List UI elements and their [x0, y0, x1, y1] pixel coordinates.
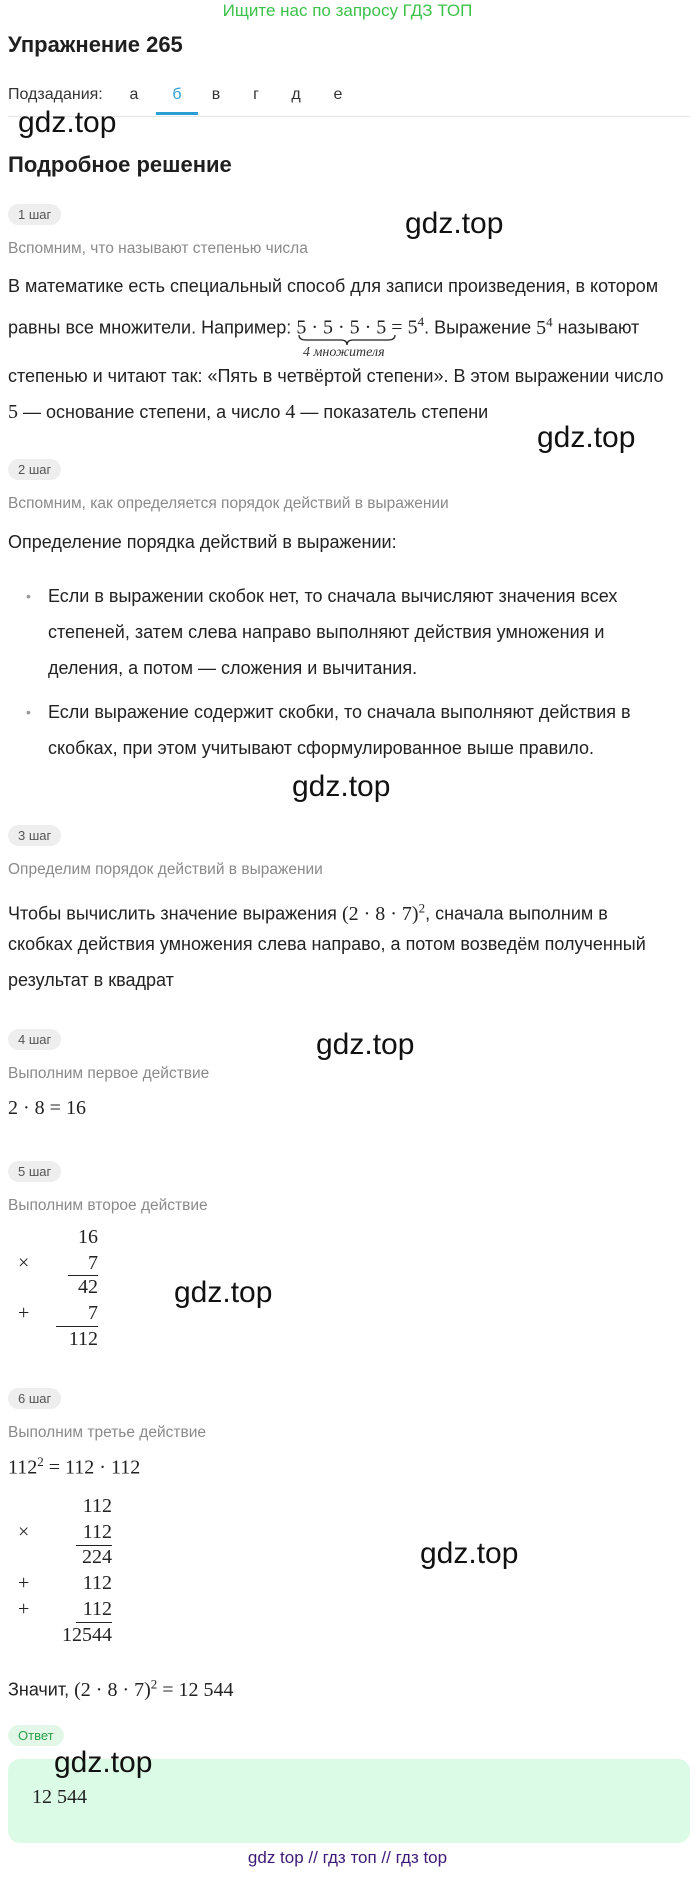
- math-rest: = 12 544: [162, 1678, 234, 1701]
- text-fragment: . Выражение: [424, 317, 532, 338]
- math-base: 5: [536, 316, 547, 339]
- list-item: • Если выражение содержит скобки, то сначала выполняют действия в скобках, при этом учитывают сформулированное выше правило.: [8, 694, 668, 766]
- step-text: [8, 394, 488, 430]
- step-hint: Определим порядок действий в выражении: [8, 861, 323, 878]
- step-badge: 3 шаг: [8, 825, 61, 846]
- step-hint: Вспомним, как определяется порядок действий в выражении: [8, 495, 449, 512]
- answer-value: 12 544: [32, 1786, 87, 1808]
- watermark: gdz.top: [420, 1537, 519, 1570]
- text-fragment: Значит,: [8, 1679, 70, 1700]
- tab-b[interactable]: б: [172, 86, 182, 103]
- math-exponent: 2: [418, 900, 426, 915]
- math-exponent: 2: [37, 1454, 44, 1469]
- column-number: 112: [82, 1598, 112, 1620]
- subtasks-label: Подзадания:: [8, 86, 103, 103]
- page-title: Упражнение 265: [8, 32, 183, 57]
- math-equation: [8, 1454, 140, 1480]
- column-number: 112: [82, 1572, 112, 1594]
- step-text: Определение порядка действий в выражении:: [8, 532, 397, 552]
- text-fragment: — показатель степени: [300, 402, 489, 422]
- text-fragment: — основание степени, а число: [23, 402, 281, 422]
- step-hint: Выполним третье действие: [8, 1424, 206, 1441]
- math-base: 112: [8, 1456, 38, 1479]
- step-hint: Вспомним, что называют степенью числа: [8, 240, 308, 257]
- watermark: gdz.top: [405, 207, 504, 240]
- step-text: скобках действия умножения слева направо, а потом возведём полученный: [8, 934, 646, 954]
- list-item: • Если в выражении скобок нет, то сначала вычисляют значения всех степеней, затем слева направо выполняют действия умножения и деления, а потом — сложения и вычитания.: [8, 578, 668, 686]
- step-text: [8, 304, 639, 346]
- plus-sign: +: [18, 1598, 30, 1620]
- step-badge: 1 шаг: [8, 204, 61, 225]
- watermark: gdz.top: [316, 1028, 415, 1061]
- column-number: 7: [88, 1252, 98, 1274]
- step-badge: 6 шаг: [8, 1388, 61, 1409]
- search-banner[interactable]: Ищите нас по запросу ГДЗ ТОП: [222, 1, 473, 20]
- answer-badge: Ответ: [8, 1725, 64, 1746]
- column-number: 42: [78, 1276, 98, 1298]
- column-multiplication: [8, 1493, 148, 1653]
- math-base: (2 · 8 · 7): [74, 1678, 151, 1701]
- times-sign: ×: [18, 1521, 30, 1543]
- text-fragment: Чтобы вычислить значение выражения: [8, 903, 337, 924]
- tab-d[interactable]: д: [291, 86, 301, 103]
- column-result: 112: [68, 1328, 98, 1350]
- math-expression: [341, 900, 426, 925]
- tab-v[interactable]: в: [211, 86, 221, 103]
- column-number: 16: [78, 1226, 98, 1248]
- step-conclusion: [8, 1666, 234, 1708]
- math-equation: 2 · 8 = 16: [8, 1097, 86, 1119]
- watermark: gdz.top: [292, 770, 391, 803]
- math-product: 5 · 5 · 5 · 5 = 5: [296, 316, 418, 339]
- watermark: gdz.top: [174, 1276, 273, 1309]
- step-badge: 5 шаг: [8, 1161, 61, 1182]
- math-expression: [536, 314, 553, 339]
- plus-sign: +: [18, 1572, 30, 1594]
- math-rest: = 112 · 112: [48, 1456, 141, 1479]
- math-exponent: 2: [150, 1676, 158, 1691]
- math-expression: [296, 304, 424, 346]
- step-badge: 2 шаг: [8, 459, 61, 480]
- column-multiplication: [8, 1224, 138, 1354]
- active-tab-indicator: [156, 112, 198, 115]
- text-fragment: называют: [557, 317, 640, 338]
- math-number: 5: [8, 401, 18, 423]
- math-exponent: 4: [546, 314, 553, 329]
- watermark: gdz.top: [18, 106, 117, 139]
- step-text: степенью и читают так: «Пять в четвёртой степени». В этом выражении число: [8, 366, 664, 386]
- column-number: 7: [88, 1302, 98, 1324]
- footer-links[interactable]: gdz top // гдз топ // гдз top: [247, 1848, 448, 1867]
- tab-e[interactable]: е: [333, 86, 343, 103]
- step-hint: Выполним первое действие: [8, 1065, 210, 1082]
- times-sign: ×: [18, 1252, 30, 1274]
- column-number: 112: [82, 1521, 112, 1543]
- watermark: gdz.top: [54, 1746, 153, 1779]
- step-hint: Выполним второе действие: [8, 1197, 208, 1214]
- math-exponent: 4: [417, 314, 425, 329]
- step-text: В математике есть специальный способ для записи произведения, в котором: [8, 276, 659, 296]
- step-text: результат в квадрат: [8, 970, 174, 990]
- math-base: (2 · 8 · 7): [341, 902, 419, 925]
- plus-sign: +: [18, 1302, 30, 1324]
- text-fragment: равны все множители. Например:: [8, 317, 292, 338]
- math-expression: [74, 1676, 234, 1701]
- section-heading: Подробное решение: [8, 152, 232, 177]
- tab-a[interactable]: а: [129, 86, 139, 103]
- watermark: gdz.top: [537, 421, 636, 454]
- column-number: 112: [82, 1495, 112, 1517]
- brace-label: 4 множителя: [303, 345, 385, 360]
- math-number: 4: [285, 401, 296, 423]
- tab-g[interactable]: г: [253, 86, 259, 103]
- rules-list: [8, 578, 668, 774]
- text-fragment: , сначала выполним в: [425, 903, 608, 924]
- column-number: 224: [82, 1546, 112, 1568]
- step-badge: 4 шаг: [8, 1029, 61, 1050]
- column-result: 12544: [62, 1624, 112, 1646]
